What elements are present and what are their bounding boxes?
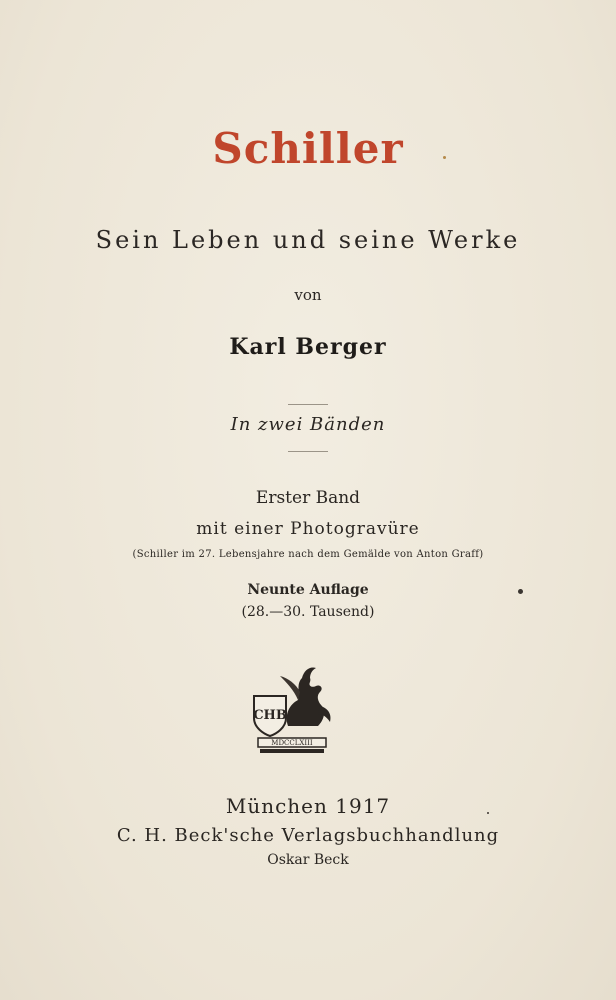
griffin-crest-icon [240, 656, 340, 756]
paper-speck [487, 812, 489, 814]
place-year: München 1917 [225, 794, 391, 818]
edition-label: Neunte Auflage [247, 582, 369, 598]
by-word: von [294, 286, 322, 304]
divider-top [288, 404, 328, 405]
publisher-owner: Oskar Beck [267, 852, 349, 868]
print-run: (28.—30. Tausend) [241, 604, 375, 620]
divider-bottom [288, 451, 328, 452]
illustration-note: mit einer Photogravüre [196, 519, 420, 539]
illustration-caption: (Schiller im 27. Lebensjahre nach dem Gemälde von Anton Graff) [132, 549, 484, 560]
book-title: Schiller [212, 124, 404, 173]
paper-speck [443, 156, 446, 159]
paper-speck [518, 589, 523, 594]
book-subtitle: Sein Leben und seine Werke [95, 226, 521, 254]
volume-label: Erster Band [255, 488, 361, 508]
publisher-name: C. H. Beck'sche Verlagsbuchhandlung [116, 825, 500, 846]
emblem-banner: MDCCLXIII [271, 739, 313, 747]
author-name: Karl Berger [229, 334, 387, 360]
volumes-note: In zwei Bänden [230, 414, 386, 435]
emblem-monogram: CHB [253, 708, 287, 723]
